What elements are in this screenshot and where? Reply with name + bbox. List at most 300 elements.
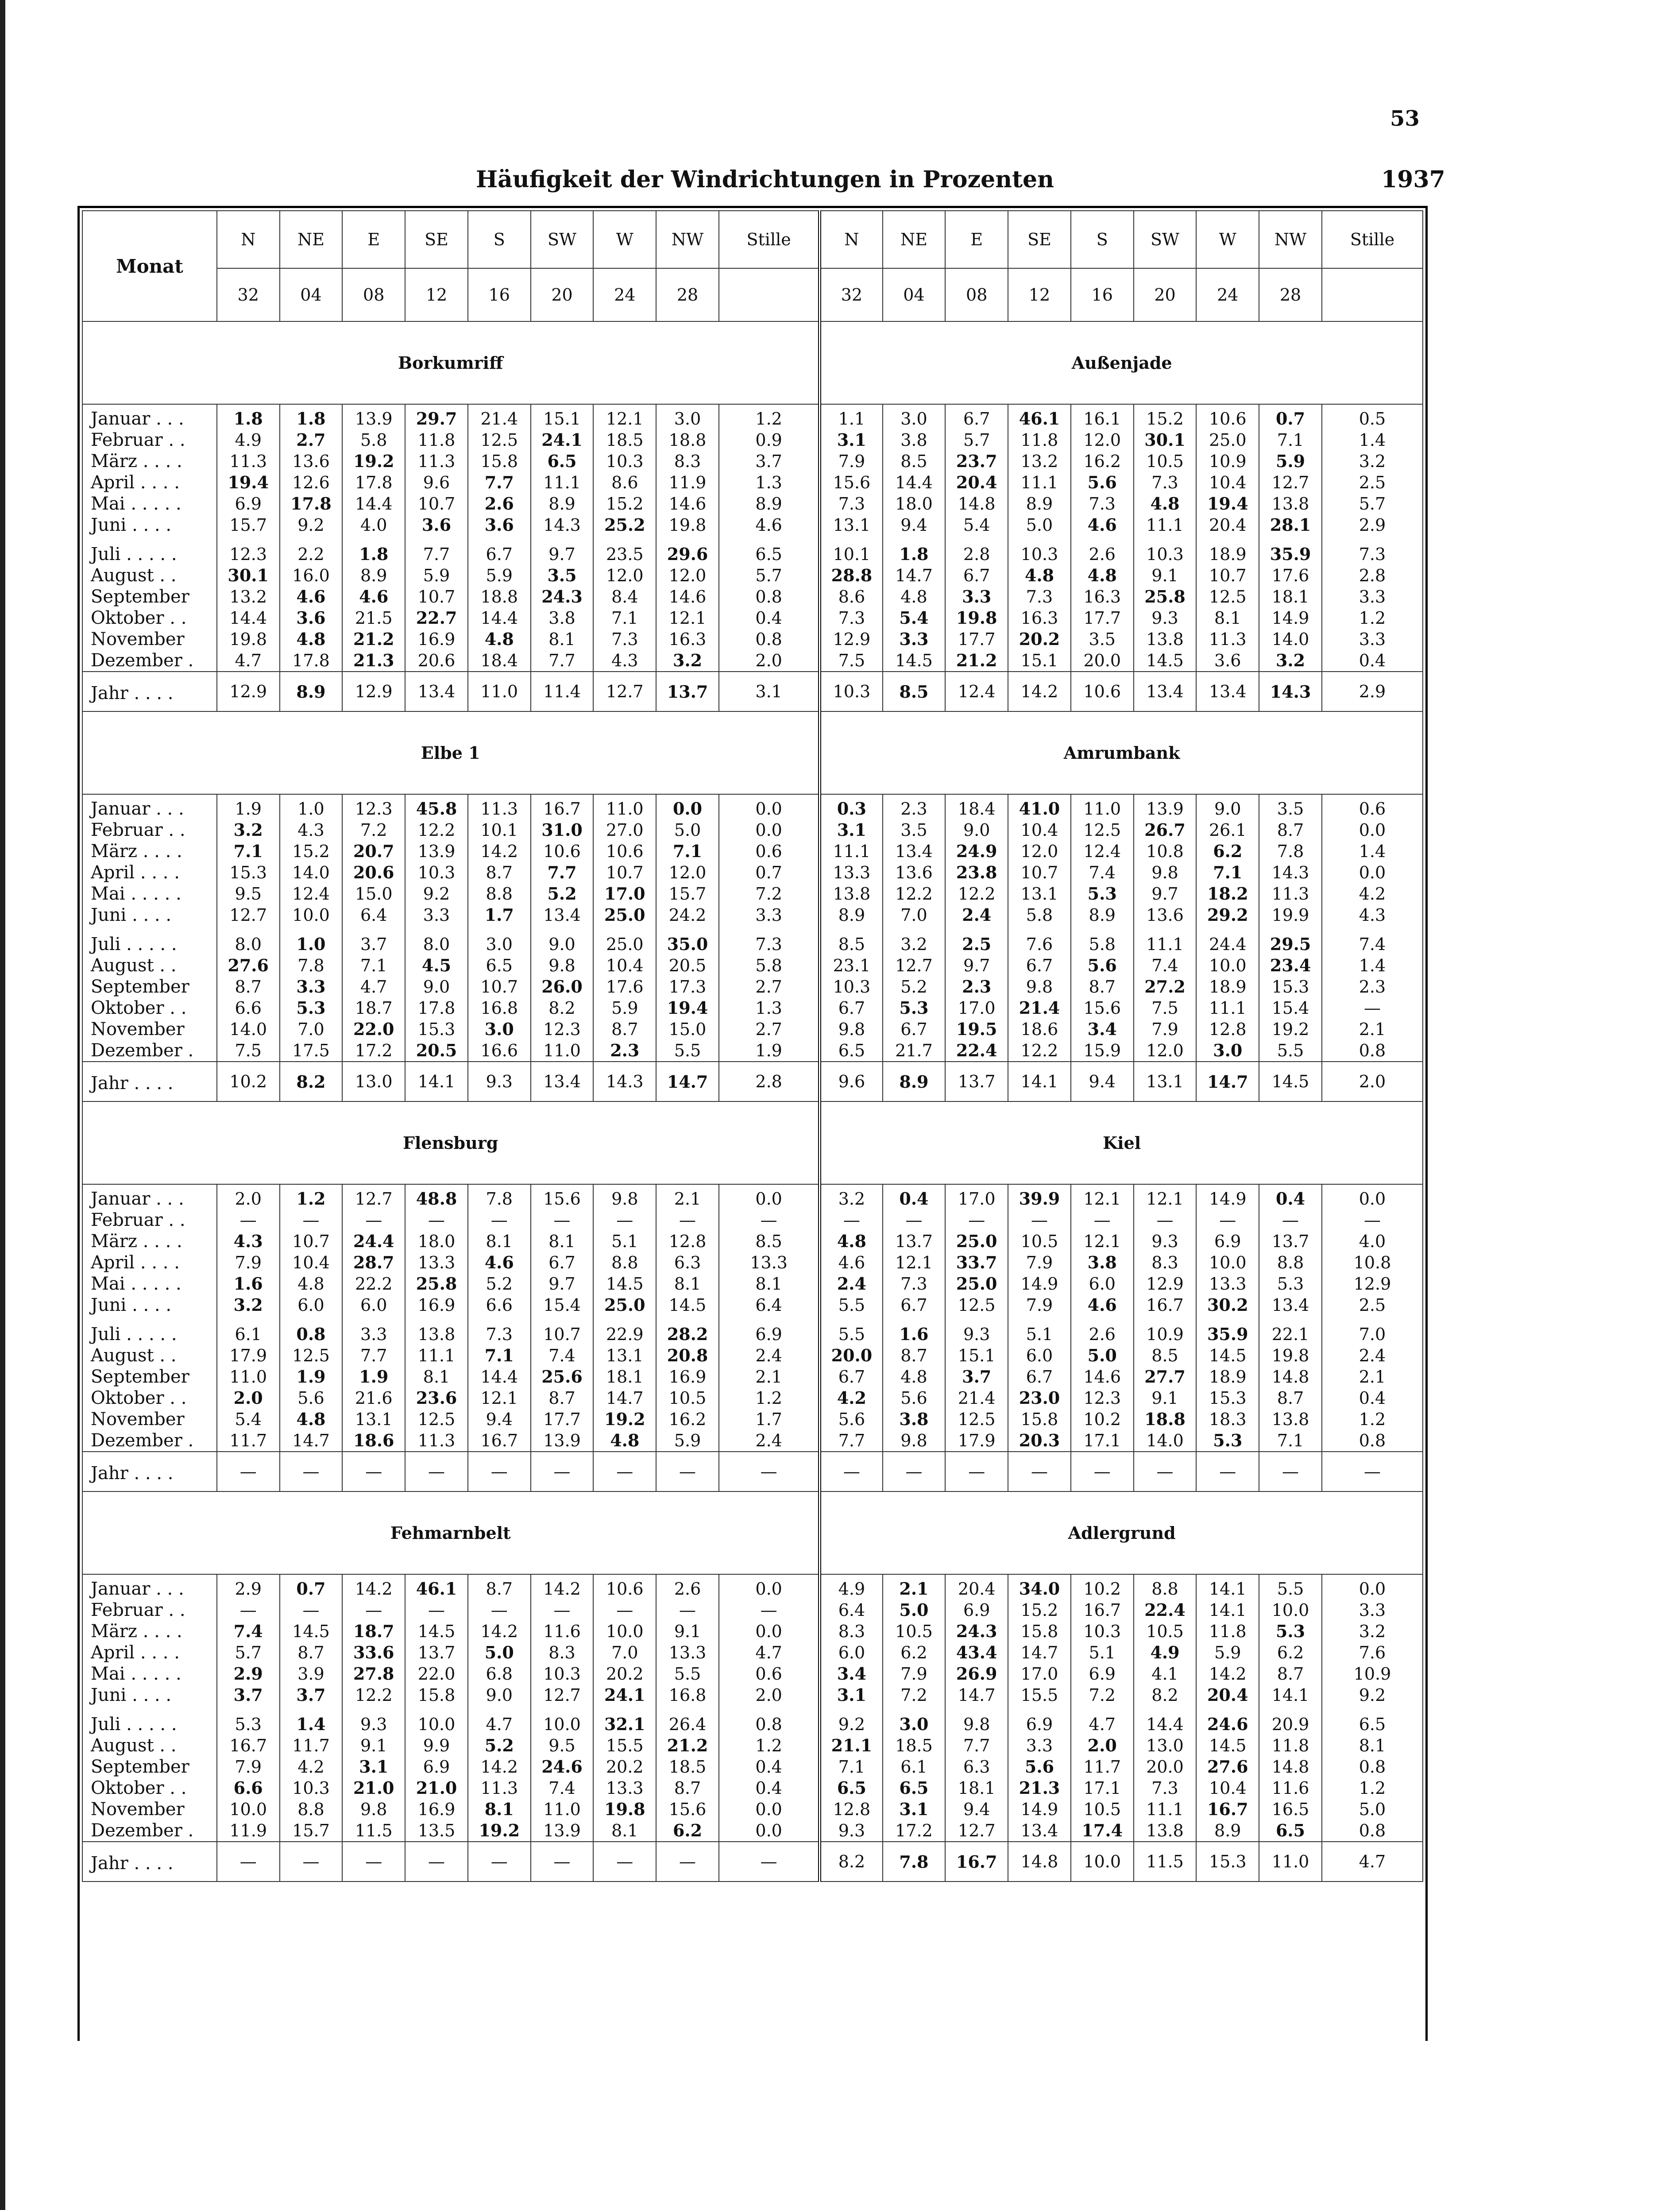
- table-cell: 27.7: [1144, 1367, 1186, 1387]
- header-direction-stille: Stille: [1322, 211, 1423, 268]
- value-column: [1322, 794, 1423, 1062]
- table-cell: 5.9: [423, 566, 450, 585]
- table-cell: 24.4: [1209, 935, 1247, 954]
- month-label-jahr: Jahr . . . .: [82, 1452, 217, 1491]
- table-cell: 7.1: [611, 608, 638, 628]
- table-cell: 13.4: [1020, 1821, 1058, 1840]
- header-code: [1322, 268, 1423, 321]
- table-cell: 3.1: [899, 1799, 929, 1819]
- table-cell: 23.8: [956, 862, 997, 882]
- table-cell: 8.9: [548, 494, 575, 514]
- station-name: Kiel: [820, 1101, 1423, 1184]
- table-cell: 14.2: [480, 1622, 518, 1641]
- value-column: [1071, 794, 1134, 1062]
- table-cell: 5.4: [899, 608, 929, 628]
- table-cell: 10.3: [606, 452, 644, 471]
- month-label: Juni . . . .: [91, 1685, 172, 1705]
- table-cell: 12.5: [958, 1410, 996, 1429]
- table-cell: 18.5: [895, 1736, 933, 1755]
- table-cell: 2.6: [1089, 545, 1116, 564]
- table-cell: 4.8: [1150, 494, 1180, 514]
- table-cell: 16.6: [480, 1041, 518, 1060]
- table-cell: 9.1: [1151, 1388, 1178, 1408]
- table-cell: 8.1: [484, 1799, 514, 1819]
- table-cell: 21.1: [831, 1735, 873, 1755]
- table-cell: 39.9: [1019, 1189, 1060, 1209]
- table-cell-year: 14.7: [1196, 1062, 1259, 1101]
- table-cell: 1.6: [899, 1324, 929, 1344]
- table-cell: 19.8: [604, 1799, 645, 1819]
- value-column: [656, 1184, 719, 1452]
- table-cell: 9.1: [674, 1622, 701, 1641]
- table-cell-year: 3.1: [719, 672, 820, 711]
- header-code: 32: [820, 268, 883, 321]
- table-cell-year: —: [531, 1842, 594, 1882]
- table-cell-year: 12.7: [593, 672, 656, 711]
- value-column: [820, 1574, 883, 1842]
- table-cell: 8.1: [548, 1232, 575, 1251]
- table-cell: 8.8: [1151, 1579, 1178, 1599]
- table-cell: 12.5: [958, 1295, 996, 1315]
- table-cell: 26.7: [1144, 820, 1186, 840]
- table-cell: —: [905, 1210, 923, 1230]
- table-cell: 2.5: [1359, 1295, 1386, 1315]
- value-column: [883, 1574, 946, 1842]
- value-column: [217, 794, 280, 1062]
- table-cell: 15.8: [1020, 1622, 1058, 1641]
- table-cell: 12.0: [668, 863, 707, 882]
- table-cell: —: [553, 1210, 571, 1230]
- table-cell: 0.0: [1359, 1189, 1386, 1209]
- value-column: [280, 1184, 343, 1452]
- value-column: [656, 1574, 719, 1842]
- table-cell: —: [1219, 1210, 1236, 1230]
- header-code: 24: [1196, 268, 1259, 321]
- table-cell: 4.6: [1087, 1295, 1117, 1315]
- table-cell: 6.7: [838, 1367, 865, 1387]
- table-cell: 11.0: [1083, 799, 1121, 819]
- table-cell: 7.8: [1277, 842, 1304, 861]
- table-cell: 15.6: [543, 1189, 581, 1209]
- table-cell: 13.4: [1271, 1295, 1309, 1315]
- table-cell: 1.2: [755, 1388, 782, 1408]
- table-cell: —: [490, 1210, 508, 1230]
- table-cell: 1.9: [235, 799, 262, 819]
- table-cell: 7.4: [548, 1346, 575, 1365]
- table-cell: 16.0: [292, 566, 330, 585]
- table-cell: 20.4: [956, 472, 997, 492]
- table-cell-year: 13.7: [945, 1062, 1008, 1101]
- table-cell: 5.3: [899, 998, 929, 1018]
- table-cell: 13.9: [543, 1821, 581, 1840]
- header-monat: Monat: [82, 211, 217, 321]
- table-cell: 8.7: [297, 1643, 324, 1662]
- table-cell: 2.9: [235, 1579, 262, 1599]
- table-cell-year: 11.4: [531, 672, 594, 711]
- value-column: [719, 1574, 820, 1842]
- table-cell: 3.3: [755, 905, 782, 925]
- table-cell: 4.8: [900, 1367, 927, 1387]
- value-column: [1259, 1184, 1322, 1452]
- table-cell: 3.5: [1277, 799, 1304, 819]
- table-cell: 6.0: [360, 1295, 387, 1315]
- table-cell: 4.2: [1359, 884, 1386, 904]
- table-cell: 1.3: [755, 998, 782, 1018]
- table-cell: 17.0: [1020, 1664, 1058, 1684]
- table-cell: 9.4: [963, 1800, 990, 1819]
- table-cell: —: [616, 1600, 633, 1620]
- table-cell: —: [679, 1210, 696, 1230]
- month-label: Mai . . . . .: [91, 1274, 182, 1294]
- table-cell: 19.2: [479, 1820, 520, 1840]
- table-cell: 13.6: [1146, 905, 1184, 925]
- table-cell: 32.1: [604, 1714, 645, 1734]
- table-cell: —: [239, 1600, 257, 1620]
- table-cell: 0.8: [1359, 1431, 1386, 1450]
- table-cell: 18.1: [606, 1367, 644, 1387]
- table-cell: 14.1: [1209, 1579, 1247, 1599]
- table-cell: 15.3: [417, 1020, 456, 1039]
- table-cell: 21.4: [1019, 998, 1060, 1018]
- table-cell: 10.4: [292, 1253, 330, 1272]
- table-cell: 5.0: [1087, 1345, 1117, 1365]
- table-cell: 11.1: [1146, 1800, 1184, 1819]
- table-cell: 8.2: [548, 998, 575, 1018]
- table-cell: 25.0: [956, 1274, 997, 1294]
- table-cell: 5.9: [1275, 451, 1305, 471]
- table-cell: 15.2: [292, 842, 330, 861]
- header-direction-w: W: [1196, 211, 1259, 268]
- value-column: [593, 1574, 656, 1842]
- table-cell: 9.3: [1151, 1232, 1178, 1251]
- table-cell: 6.2: [1213, 841, 1243, 861]
- table-cell: 8.9: [1214, 1821, 1241, 1840]
- table-cell: 4.8: [297, 1274, 324, 1294]
- month-label: Oktober . .: [91, 998, 187, 1018]
- table-cell: 5.1: [611, 1232, 638, 1251]
- table-cell: 6.5: [1275, 1820, 1305, 1840]
- table-cell-year: 11.5: [1134, 1842, 1197, 1882]
- table-cell: 11.1: [833, 842, 871, 861]
- table-cell: 10.8: [1146, 842, 1184, 861]
- table-cell: 14.5: [668, 1295, 707, 1315]
- table-cell: 1.2: [296, 1189, 326, 1209]
- table-cell: 10.7: [543, 1325, 581, 1344]
- table-cell-year: 14.7: [656, 1062, 719, 1101]
- table-cell: 2.5: [962, 934, 992, 954]
- table-cell: 9.1: [360, 1736, 387, 1755]
- table-cell: 6.4: [755, 1295, 782, 1315]
- table-cell-year: 11.0: [1259, 1842, 1322, 1882]
- table-cell: 17.3: [668, 977, 707, 997]
- table-cell: 12.8: [668, 1232, 707, 1251]
- month-label: November: [91, 629, 185, 649]
- header-direction-se: SE: [405, 211, 468, 268]
- table-cell: 13.8: [1146, 1821, 1184, 1840]
- table-cell: 6.4: [360, 905, 387, 925]
- table-cell: 16.3: [1020, 608, 1058, 628]
- table-cell-year: —: [820, 1452, 883, 1491]
- table-cell: 14.4: [480, 1367, 518, 1387]
- table-cell: 3.0: [900, 409, 927, 429]
- table-cell-year: 10.0: [1071, 1842, 1134, 1882]
- month-label: September: [91, 1757, 189, 1777]
- table-cell: 3.4: [837, 1664, 866, 1684]
- table-cell: 11.8: [1271, 1736, 1309, 1755]
- table-cell-year: 2.8: [719, 1062, 820, 1101]
- month-label: November: [91, 1799, 185, 1820]
- table-cell: 7.8: [297, 956, 324, 975]
- table-cell: 10.3: [1083, 1622, 1121, 1641]
- value-column: [342, 1184, 405, 1452]
- table-cell: 20.2: [1019, 629, 1060, 649]
- table-cell: 15.8: [417, 1685, 456, 1705]
- table-cell: —: [428, 1210, 445, 1230]
- table-cell: 10.9: [1209, 452, 1247, 471]
- table-cell: 1.8: [233, 409, 263, 429]
- table-cell: 3.6: [421, 515, 452, 535]
- month-label: Juli . . . . .: [91, 544, 177, 564]
- table-cell: 13.3: [750, 1253, 788, 1272]
- table-cell: 12.3: [355, 799, 393, 819]
- table-cell: 9.6: [423, 473, 450, 492]
- table-cell: 5.7: [1359, 494, 1386, 514]
- table-cell: 3.5: [547, 565, 577, 585]
- table-cell: 9.0: [548, 935, 575, 954]
- table-cell: 9.8: [838, 1020, 865, 1039]
- table-cell: 8.7: [486, 863, 513, 882]
- table-cell: 2.4: [837, 1274, 866, 1294]
- table-cell: 3.3: [296, 977, 326, 997]
- table-cell: 13.8: [1271, 1410, 1309, 1429]
- table-cell: 15.9: [1083, 1041, 1121, 1060]
- table-cell: 4.2: [297, 1757, 324, 1777]
- table-cell: 10.3: [1020, 545, 1058, 564]
- table-cell: 8.8: [297, 1800, 324, 1819]
- table-cell: 10.4: [606, 956, 644, 975]
- month-label: Februar . .: [91, 1210, 185, 1230]
- table-cell: 15.6: [1083, 998, 1121, 1018]
- table-cell-year: 13.4: [405, 672, 468, 711]
- table-cell: 10.7: [606, 863, 644, 882]
- table-cell: 14.5: [417, 1622, 456, 1641]
- table-cell: 20.2: [606, 1664, 644, 1684]
- table-cell: 22.2: [355, 1274, 393, 1294]
- table-cell: 0.0: [755, 1622, 782, 1641]
- month-label-jahr: Jahr . . . .: [82, 1842, 217, 1882]
- table-cell: 7.2: [1089, 1685, 1116, 1705]
- month-label: Dezember .: [91, 1430, 194, 1451]
- table-cell: 18.5: [668, 1757, 707, 1777]
- table-cell: 17.9: [958, 1431, 996, 1450]
- table-cell: 13.2: [229, 587, 267, 607]
- table-cell: —: [365, 1600, 382, 1620]
- table-cell: 0.4: [755, 1778, 782, 1798]
- table-cell: 13.3: [417, 1253, 456, 1272]
- table-cell: 8.7: [900, 1346, 927, 1365]
- table-cell: 6.7: [900, 1020, 927, 1039]
- table-cell: 8.3: [838, 1622, 865, 1641]
- table-cell: 5.2: [486, 1274, 513, 1294]
- value-column: [883, 1184, 946, 1452]
- table-cell: 3.8: [899, 1409, 929, 1429]
- month-label: August . .: [91, 565, 177, 586]
- table-cell: 10.5: [1146, 452, 1184, 471]
- table-cell: 7.7: [484, 472, 514, 492]
- table-cell: 21.0: [416, 1778, 457, 1798]
- table-cell: 9.5: [548, 1736, 575, 1755]
- table-cell: 5.0: [674, 820, 701, 840]
- table-cell: 19.8: [956, 608, 997, 628]
- table-cell: 0.0: [1359, 1579, 1386, 1599]
- table-cell: 0.0: [755, 799, 782, 819]
- table-cell-year: —: [217, 1842, 280, 1882]
- table-cell: 1.4: [1359, 956, 1386, 975]
- table-cell: 4.8: [296, 629, 326, 649]
- table-cell: 8.1: [611, 1821, 638, 1840]
- header-direction-nw: NW: [656, 211, 719, 268]
- table-cell: 17.7: [1083, 608, 1121, 628]
- table-cell: 3.1: [359, 1757, 389, 1777]
- table-cell: —: [760, 1600, 777, 1620]
- table-cell: 12.1: [895, 1253, 933, 1272]
- table-cell: 25.0: [604, 1295, 645, 1315]
- table-cell: 7.7: [423, 545, 450, 564]
- table-cell: 7.1: [233, 841, 263, 861]
- table-cell: 9.8: [548, 956, 575, 975]
- table-cell: —: [428, 1600, 445, 1620]
- value-column: [945, 404, 1008, 672]
- value-column: [1322, 404, 1423, 672]
- table-cell: 9.8: [900, 1431, 927, 1450]
- table-cell: 13.1: [1020, 884, 1058, 904]
- table-cell: 25.2: [604, 515, 645, 535]
- table-cell: 3.2: [838, 1189, 865, 1209]
- table-cell: 26.0: [541, 977, 583, 997]
- table-cell: 6.2: [900, 1643, 927, 1662]
- table-cell: 5.9: [1214, 1643, 1241, 1662]
- table-cell: 2.3: [900, 799, 927, 819]
- table-cell: 11.8: [417, 430, 456, 450]
- table-cell: 11.7: [1083, 1757, 1121, 1777]
- table-cell: 5.8: [1089, 935, 1116, 954]
- value-column: [1196, 404, 1259, 672]
- table-cell: 6.5: [755, 545, 782, 564]
- value-column: [342, 794, 405, 1062]
- table-cell: 0.8: [1359, 1041, 1386, 1060]
- table-cell: 12.8: [1209, 1020, 1247, 1039]
- table-cell: 13.5: [417, 1821, 456, 1840]
- table-cell: 11.6: [1271, 1778, 1309, 1798]
- month-label: Mai . . . . .: [91, 494, 182, 514]
- table-cell: 7.1: [838, 1757, 865, 1777]
- table-cell: 8.1: [755, 1274, 782, 1294]
- table-cell: 3.0: [674, 409, 701, 429]
- table-cell: 1.9: [359, 1367, 389, 1387]
- table-cell-year: —: [883, 1452, 946, 1491]
- table-cell: 4.2: [837, 1388, 866, 1408]
- table-cell: 6.7: [1026, 956, 1053, 975]
- table-cell: 12.4: [1083, 842, 1121, 861]
- table-cell: 2.3: [610, 1040, 640, 1060]
- table-cell: 8.2: [1151, 1685, 1178, 1705]
- table-cell: 8.0: [423, 935, 450, 954]
- header-code: 16: [1071, 268, 1134, 321]
- value-column: [1196, 794, 1259, 1062]
- table-cell: 12.9: [1146, 1274, 1184, 1294]
- table-cell: 2.6: [1089, 1325, 1116, 1344]
- table-cell: 20.2: [606, 1757, 644, 1777]
- table-cell: 14.0: [1271, 630, 1309, 649]
- table-cell: 21.0: [353, 1778, 394, 1798]
- table-cell: 8.6: [611, 473, 638, 492]
- table-cell: 2.4: [755, 1346, 782, 1365]
- table-cell: 1.0: [297, 799, 324, 819]
- table-cell-year: —: [531, 1452, 594, 1491]
- table-cell: 11.7: [229, 1431, 267, 1450]
- table-cell: 7.4: [1151, 956, 1178, 975]
- table-cell: 14.4: [229, 608, 267, 628]
- table-cell-year: —: [945, 1452, 1008, 1491]
- table-cell: 3.7: [755, 452, 782, 471]
- table-cell: 13.9: [417, 842, 456, 861]
- table-cell: 11.1: [1020, 473, 1058, 492]
- table-cell: 6.9: [1089, 1664, 1116, 1684]
- table-cell: 17.7: [543, 1410, 581, 1429]
- page-year: 1937: [1381, 166, 1445, 193]
- table-cell: 12.1: [1146, 1189, 1184, 1209]
- table-cell: 13.3: [833, 863, 871, 882]
- table-cell: 25.8: [1144, 587, 1186, 607]
- table-cell: 18.7: [353, 1621, 394, 1641]
- header-direction-sw: SW: [1134, 211, 1197, 268]
- table-cell: 4.3: [611, 651, 638, 670]
- table-cell: 14.2: [355, 1579, 393, 1599]
- table-cell: 27.2: [1144, 977, 1186, 997]
- table-cell: 3.2: [233, 820, 263, 840]
- table-cell: 30.1: [228, 565, 269, 585]
- table-cell-year: 7.8: [883, 1842, 946, 1882]
- table-cell: 3.3: [1359, 630, 1386, 649]
- table-cell: 6.6: [233, 1778, 263, 1798]
- value-column: [217, 404, 280, 672]
- table-cell: 7.7: [547, 862, 577, 882]
- table-cell: 16.9: [417, 1800, 456, 1819]
- table-cell: 1.8: [296, 409, 326, 429]
- table-cell: 4.9: [838, 1579, 865, 1599]
- table-cell: 45.8: [416, 799, 457, 819]
- table-cell: 4.7: [755, 1643, 782, 1662]
- table-cell: 5.3: [296, 998, 326, 1018]
- table-cell: 0.0: [755, 1189, 782, 1209]
- table-cell-year: —: [280, 1842, 343, 1882]
- table-cell: 6.5: [1359, 1715, 1386, 1734]
- table-cell-year: 11.0: [468, 672, 531, 711]
- table-cell: 0.7: [296, 1579, 326, 1599]
- table-cell: 14.7: [958, 1685, 996, 1705]
- table-cell: 9.3: [1151, 608, 1178, 628]
- table-cell: 46.1: [416, 1579, 457, 1599]
- table-cell: —: [760, 1210, 777, 1230]
- table-cell: 4.8: [1087, 565, 1117, 585]
- table-cell: 4.5: [421, 955, 452, 975]
- table-cell: 14.8: [958, 494, 996, 514]
- month-label: Mai . . . . .: [91, 1664, 182, 1684]
- table-cell: 12.2: [895, 884, 933, 904]
- table-cell: 6.5: [486, 956, 513, 975]
- table-cell: 3.7: [962, 1367, 992, 1387]
- table-cell: 13.4: [543, 905, 581, 925]
